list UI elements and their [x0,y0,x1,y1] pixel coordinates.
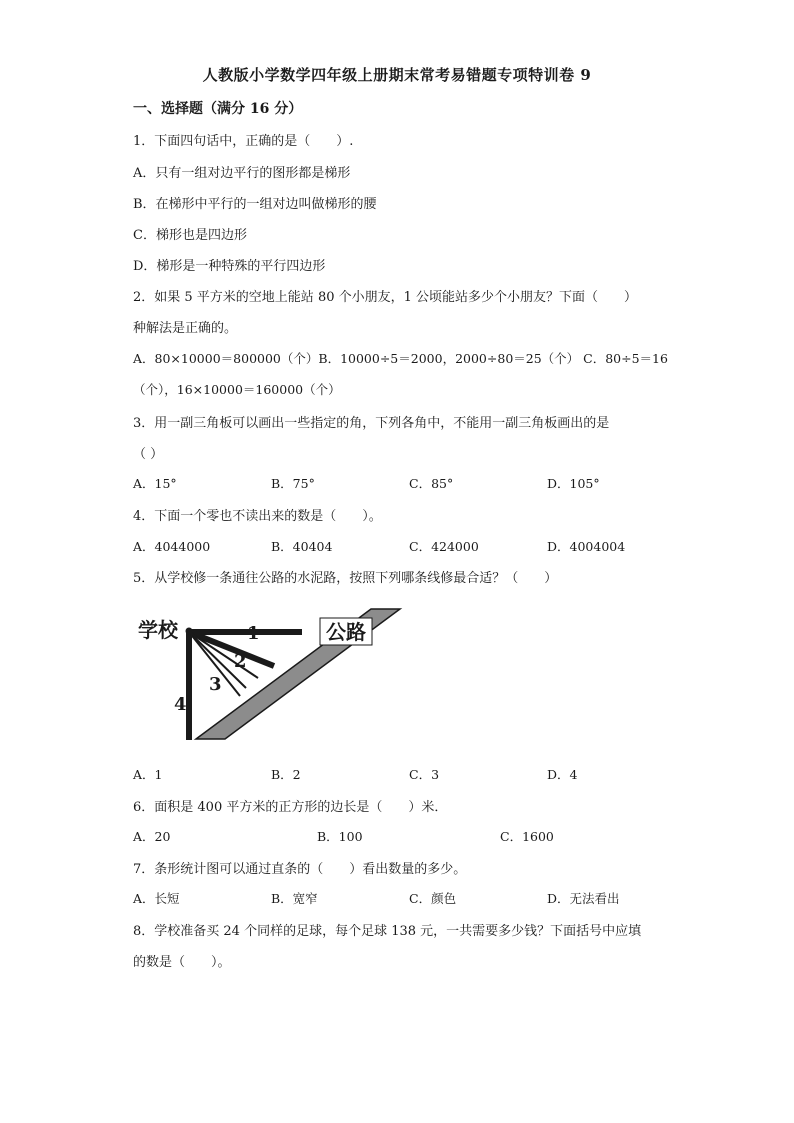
school-label: 学校 [138,618,178,642]
school-road-figure [134,606,404,746]
question-7-option-a: A．长短 [133,891,180,906]
question-6-stem: 6．面积是 400 平方米的正方形的边长是（ ）米． [133,800,448,815]
question-7-stem: 7．条形统计图可以通过直条的（ ）看出数量的多少。 [133,862,467,877]
question-4-option-b: B．40404 [271,539,333,554]
question-3-option-c: C．85° [409,476,454,491]
question-3-option-a: A．15° [133,476,177,491]
question-1-option-c: C．梯形也是四边形 [133,228,247,243]
question-7-option-b: B．宽窄 [271,891,318,906]
question-2-stem-line1: 2．如果 5 平方米的空地上能站 80 个小朋友，1 公顷能站多少个小朋友？下面（ ） [133,290,638,305]
question-7-option-c: C．颜色 [409,891,457,906]
question-1-option-a: A．只有一组对边平行的图形都是梯形 [133,166,351,181]
section-heading: 一、选择题（满分 16 分） [133,101,303,117]
question-4-option-a: A．4044000 [133,539,211,554]
question-8-stem-line2: 的数是（ ）。 [133,955,231,970]
question-5-option-a: A．1 [133,767,163,782]
question-7-option-d: D．无法看出 [547,891,620,906]
question-2-stem-line2: 种解法是正确的。 [133,321,238,336]
question-3-option-d: D．105° [547,476,600,491]
road-label: 公路 [326,620,366,644]
question-6-option-b: B．100 [317,829,363,844]
question-4-option-d: D．4004004 [547,539,626,554]
question-3-stem-line2: （ ） [133,447,164,462]
path-label-4: 4 [174,694,187,715]
question-6-option-c: C．1600 [500,829,554,844]
path-label-1: 1 [247,623,260,644]
question-5-option-b: B．2 [271,767,301,782]
question-3-stem-line1: 3．用一副三角板可以画出一些指定的角，下列各角中，不能用一副三角板画出的是 [133,416,610,431]
page-title: 人教版小学数学四年级上册期末常考易错题专项特训卷 9 [202,66,592,84]
question-5-option-c: C．3 [409,767,440,782]
question-1-stem: 1．下面四句话中，正确的是（ ）. [133,134,354,149]
question-4-option-c: C．424000 [409,539,479,554]
question-2-options-line1: A．80×10000＝800000（个）B．10000÷5＝2000，2000÷80＝25（个） C．80÷5＝16 [133,351,668,366]
path-label-3: 3 [209,674,222,695]
question-4-stem: 4．下面一个零也不读出来的数是（ ）。 [133,509,382,524]
question-8-stem-line1: 8．学校准备买 24 个同样的足球，每个足球 138 元，一共需要多少钱？下面括号中应填 [133,924,642,939]
path-label-2: 2 [234,651,247,672]
question-5-stem: 5．从学校修一条通往公路的水泥路，按照下列哪条线修最合适？（ ） [133,571,558,586]
question-1-option-d: D．梯形是一种特殊的平行四边形 [133,259,326,274]
question-1-option-b: B．在梯形中平行的一组对边叫做梯形的腰 [133,197,377,212]
question-3-option-b: B．75° [271,476,315,491]
school-dot [186,628,193,635]
question-2-options-line2: （个），16×10000＝160000（个） [133,382,341,397]
question-6-option-a: A．20 [133,829,171,844]
question-5-option-d: D．4 [547,767,578,782]
